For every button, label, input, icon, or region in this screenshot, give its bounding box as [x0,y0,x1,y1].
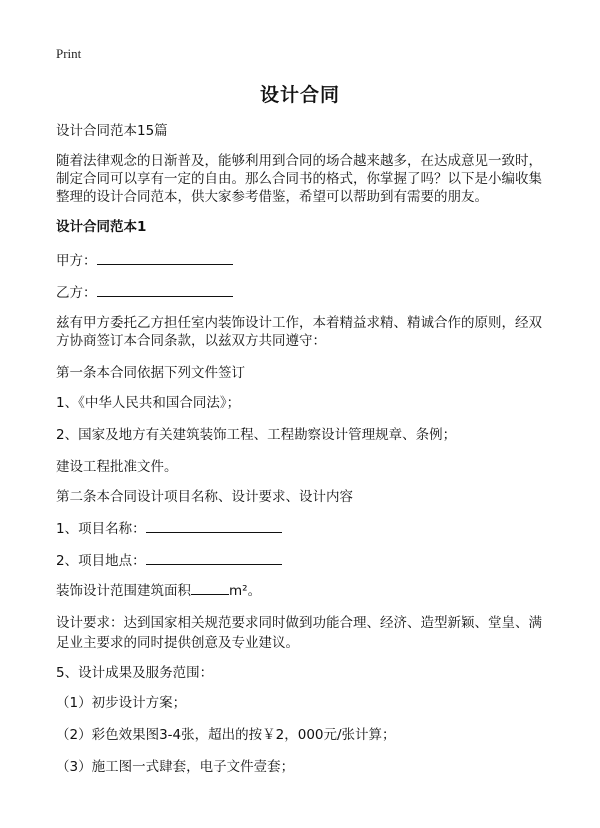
party-b-label: 乙方： [56,285,97,301]
section-heading: 设计合同范本1 [56,219,147,235]
area-prefix: 装饰设计范围建筑面积 [56,583,191,599]
project-name-row [56,518,551,540]
intro-line-3: 整理的设计合同范本，供大家参考借鉴，希望可以帮助到有需要的朋友。 [56,189,488,205]
document-subtitle: 设计合同范本15篇 [56,123,168,139]
party-b-row [56,282,551,304]
document-title: 设计合同 [259,84,340,106]
party-b-blank[interactable] [97,282,233,297]
requirement-line-1: 设计要求：达到国家相关规范要求同时做到功能合理、经济、造型新颖、堂皇、满 [56,615,542,631]
article-1: 第一条本合同依据下列文件签订 [56,365,245,381]
project-name-blank[interactable] [146,518,282,533]
project-location-blank[interactable] [146,550,282,565]
scope-item-2: （2）彩色效果图3-4张，超出的按￥2，000元/张计算； [56,727,396,743]
scope-item-3: （3）施工图一式肆套，电子文件壹套； [56,759,295,775]
party-a-row [56,250,551,272]
clause-item-1: 1、《中华人民共和国合同法》； [56,395,241,411]
article-2: 第二条本合同设计项目名称、设计要求、设计内容 [56,489,353,505]
scope-heading: 5、设计成果及服务范围： [56,665,214,681]
party-a-label: 甲方： [56,253,97,269]
clause-item-2: 2、国家及地方有关建筑装饰工程、工程勘察设计管理规章、条例； [56,427,457,443]
area-blank[interactable] [191,580,229,595]
print-link[interactable]: Print [56,46,82,61]
intro-line-1: 随着法律观念的日渐普及，能够利用到合同的场合越来越多，在达成意见一致时， [56,153,542,169]
intro-line-2: 制定合同可以享有一定的自由。那么合同书的格式，你掌握了吗？以下是小编收集 [56,171,542,187]
preamble-line-1: 兹有甲方委托乙方担任室内装饰设计工作，本着精益求精、精诚合作的原则，经双 [56,315,542,331]
preamble-line-2: 方协商签订本合同条款，以兹双方共同遵守： [56,333,326,349]
clause-item-3: 建设工程批准文件。 [56,459,178,475]
project-location-row [56,550,551,572]
area-unit: m²。 [229,583,262,599]
scope-item-1: （1）初步设计方案； [56,695,187,711]
party-a-blank[interactable] [97,250,233,265]
project-name-label: 1、项目名称： [56,521,146,537]
area-row [56,580,551,602]
project-location-label: 2、项目地点： [56,553,146,569]
requirement-line-2: 足业主要求的同时提供创意及专业建议。 [56,635,299,651]
